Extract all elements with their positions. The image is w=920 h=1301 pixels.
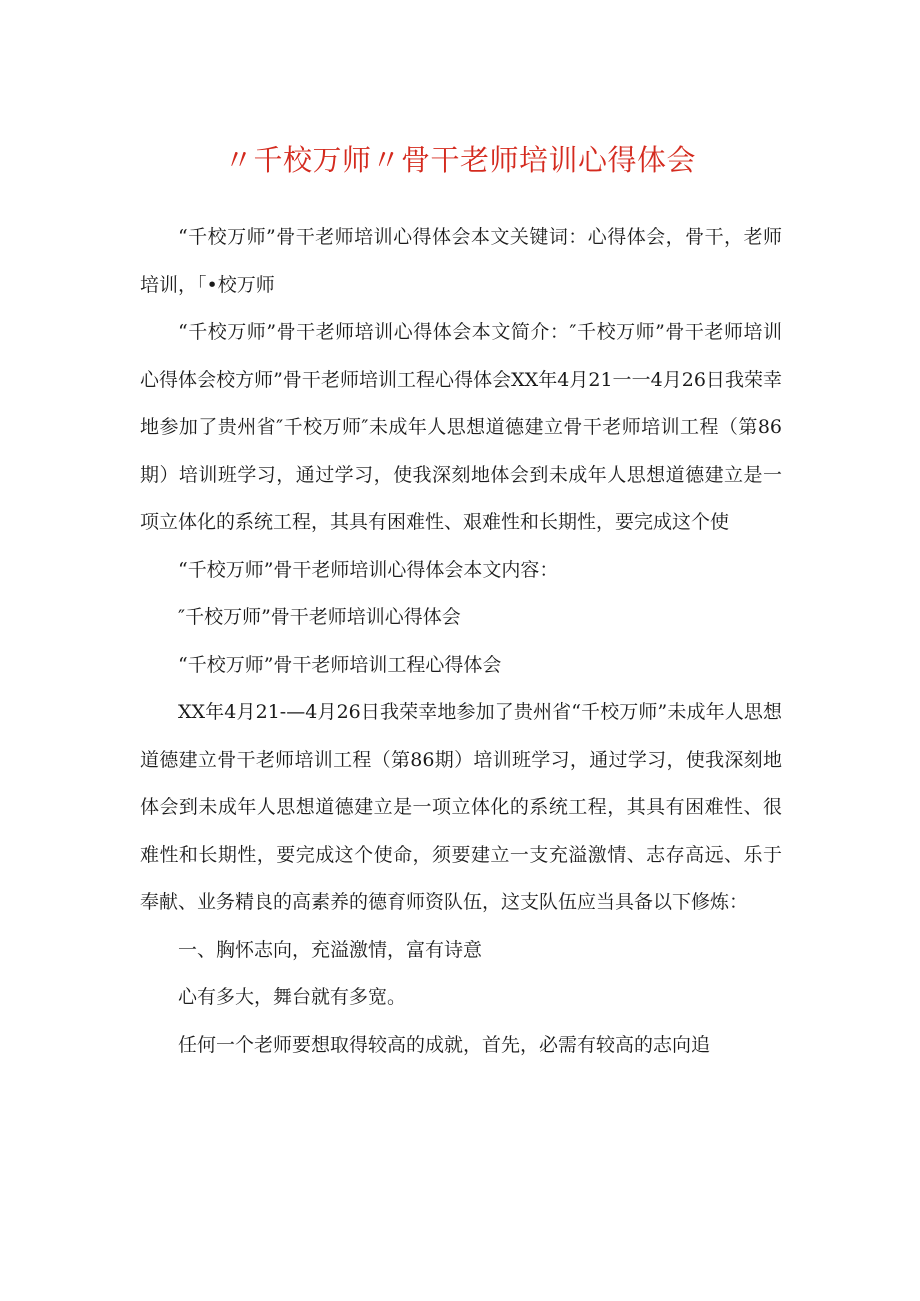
section-heading: 一、胸怀志向，充溢激情，富有诗意 (178, 938, 483, 961)
body-paragraph: XX年4月21-—4月26日我荣幸地参加了贵州省“千校万师”未成年人思想道德建立骨干老师培训工程（第86期）培训班学习，通过学习，使我深刻地体会到未成年人思想道德建立是一项立体化的系统工程，其具有困难性、很难性和长期性，要完成这个使命，须要建立一支充溢激情、志存高远、乐于奉献、业务精良的高素养的德育师资队伍，这支队伍应当具备以下修炼： (140, 701, 782, 913)
body-paragraph: 心有多大，舞台就有多宽。 (178, 986, 407, 1008)
article-heading: “千校万师”骨干老师培训工程心得体会 (178, 653, 502, 676)
summary-paragraph: “千校万师”骨干老师培训心得体会本文简介：″千校万师”骨干老师培训心得体会校方师”骨干老师培训工程心得体会XX年4月21一一4月26日我荣幸地参加了贵州省″千校万师″未成年人思想道德建立骨干老师培训工程（第86期）培训班学习，通过学习，使我深刻地体会到未成年人思想道德建立是一项立体化的系统工程，其具有困难性、艰难性和长期性，要完成这个使 (140, 321, 782, 533)
body-paragraph: 任何一个老师要想取得较高的成就，首先，必需有较高的志向追 (178, 1033, 711, 1056)
document-title: 〃千校万师〃骨干老师培训心得体会 (223, 143, 696, 177)
document-body (140, 214, 782, 1069)
keywords-paragraph: “千校万师”骨干老师培训心得体会本文关键词：心得体会，骨干，老师培训，「•校万师 (140, 226, 782, 296)
subtitle-line: ″千校万师”骨干老师培训心得体会 (178, 606, 461, 628)
content-intro-paragraph: “千校万师”骨干老师培训心得体会本文内容： (178, 558, 559, 581)
